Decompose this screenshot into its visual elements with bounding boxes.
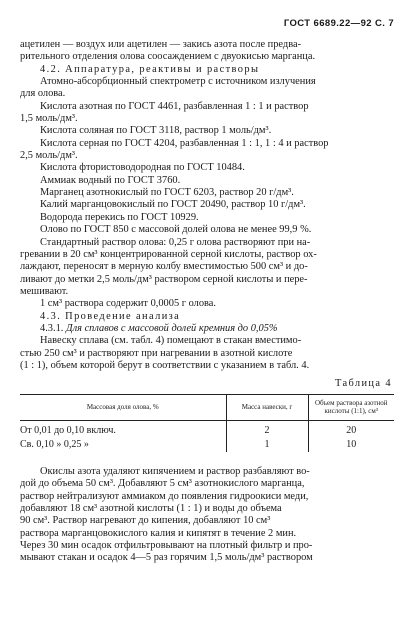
text-line: ацетилен — воздух или ацетилен — закись азота после предва-: [20, 39, 302, 50]
column-header-acid-volume: Объем раствора азотной кислоты (1:1), см³: [308, 394, 394, 420]
text-line: 90 см³. Раствор нагревают до кипения, добавляют 10 см³: [20, 515, 271, 527]
reagent-line: Кислота соляная по ГОСТ 3118, раствор 1 моль/дм³.: [40, 125, 272, 137]
text-line: Окислы азота удаляют кипячением и раствор разбавляют во-: [40, 466, 310, 478]
table-cell-volume: 20: [308, 421, 394, 439]
text-line: добавляют 18 см³ азотной кислоты (1 : 1) и воды до объема: [20, 503, 282, 515]
table-cell-mass: 1: [226, 438, 308, 452]
reagent-line: Водорода перекись по ГОСТ 10929.: [40, 211, 199, 223]
subsection-number: 4.3.1.: [40, 322, 64, 334]
table-4: [20, 394, 394, 452]
table-row: [20, 421, 394, 439]
reagent-line: Кислота азотная по ГОСТ 4461, разбавленная 1 : 1 и раствор: [40, 100, 309, 112]
paragraph-standard-solution: [20, 237, 394, 299]
table-header-row: [20, 394, 394, 420]
paragraph-procedure: [20, 466, 394, 565]
reagent-line: Аммиак водный по ГОСТ 3760.: [40, 174, 181, 186]
text-line: ливают до метки 2,5 моль/дм³ раствором серной кислоты и пере-: [20, 273, 308, 285]
text-line: для олова.: [20, 88, 66, 100]
reagent-line: Кислота фтористоводородная по ГОСТ 10484.: [40, 162, 245, 174]
text-line: гревании в 20 см³ концентрированной серной кислоты, раствор ох-: [20, 248, 317, 260]
text-line: Навеску сплава (см. табл. 4) помещают в стакан вместимо-: [40, 335, 302, 347]
paragraph-sample: [20, 335, 394, 372]
section-heading-4-2: 4.2. Аппаратура, реактивы и растворы: [40, 63, 260, 75]
text-line: раствор нейтрализуют аммиаком до появления гидроокиси меди,: [20, 490, 309, 502]
table-cell-range: Св. 0,10 » 0,25 »: [20, 439, 89, 451]
paragraph-intro: [20, 39, 394, 64]
reagent-line: Кислота серная по ГОСТ 4204, разбавленная 1 : 1, 1 : 4 и раствор: [40, 137, 329, 149]
reagent-line: 1,5 моль/дм³.: [20, 113, 78, 125]
text-line: лаждают, переносят в мерную колбу вместимостью 500 см³ и до-: [20, 261, 308, 273]
table-cell-volume: 10: [308, 438, 394, 452]
text-line: Атомно-абсорбционный спектрометр с источником излучения: [40, 76, 316, 88]
paragraph-equipment: [20, 76, 394, 101]
paragraph-solution-content: 1 см³ раствора содержит 0,0005 г олова.: [40, 298, 217, 310]
reagent-line: Олово по ГОСТ 850 с массовой долей олова не менее 99,9 %.: [40, 224, 312, 236]
table-cell-range: От 0,01 до 0,10 включ.: [20, 425, 116, 437]
text-line: рительного отделения олова соосаждением с двуокисью марганца.: [20, 51, 316, 63]
document-body: [20, 39, 394, 565]
text-line: стью 250 см³ и растворяют при нагревании в азотной кислоте: [20, 347, 293, 359]
text-line: дой до объема 50 см³. Добавляют 5 см³ азотнокислого марганца,: [20, 478, 305, 490]
table-caption: Таблица 4: [334, 378, 392, 390]
column-header-sample-mass: Масса навески, г: [226, 394, 308, 420]
reagent-line: Марганец азотнокислый по ГОСТ 6203, раствор 20 г/дм³.: [40, 187, 294, 199]
text-line: Стандартный раствор олова: 0,25 г олова растворяют при на-: [40, 236, 311, 248]
column-header-tin-fraction: Массовая доля олова, %: [20, 394, 226, 420]
page-header: ГОСТ 6689.22—92 С. 7: [283, 18, 394, 29]
subsection-title: Для сплавов с массовой долей кремния до 0,05%: [66, 322, 278, 334]
text-line: раствора марганцовокислого калия и кипятят в течение 2 мин.: [20, 527, 297, 539]
text-line: мывают стакан и осадок 4—5 раз горячим 1,5 моль/дм³ раствором: [20, 552, 313, 564]
text-line: (1 : 1), объем которой берут в соответствии с указанием в табл. 4.: [20, 359, 310, 371]
text-line: мешивают.: [20, 285, 69, 297]
reagent-line: 2,5 моль/дм³.: [20, 150, 78, 162]
subsection-heading-4-3-1: [20, 323, 394, 335]
table-cell-mass: 2: [226, 421, 308, 439]
reagent-list: [20, 101, 394, 237]
table-row: [20, 438, 394, 452]
section-heading-4-3: 4.3. Проведение анализа: [40, 310, 181, 322]
text-line: Через 30 мин осадок отфильтровывают на плотный фильтр и про-: [20, 540, 313, 552]
reagent-line: Калий марганцовокислый по ГОСТ 20490, раствор 10 г/дм³.: [40, 199, 306, 211]
